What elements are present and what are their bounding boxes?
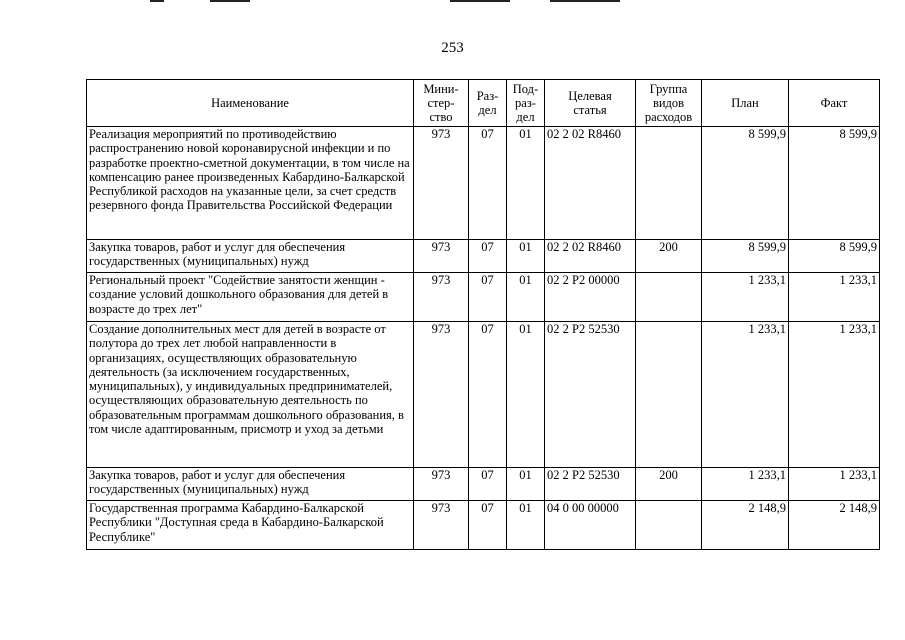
row-subsection: 01 — [507, 322, 545, 468]
header-name: Наименование — [87, 80, 414, 127]
header-ministry: Мини- стер- ство — [414, 80, 469, 127]
row-section: 07 — [469, 240, 507, 273]
row-section: 07 — [469, 501, 507, 550]
row-fact: 8 599,9 — [789, 240, 880, 273]
table-row — [87, 322, 880, 468]
row-expense-group — [636, 501, 702, 550]
row-expense-group: 200 — [636, 468, 702, 501]
row-section: 07 — [469, 322, 507, 468]
row-ministry: 973 — [414, 127, 469, 240]
table-row — [87, 127, 880, 240]
row-target-article: 02 2 P2 00000 — [545, 273, 636, 322]
row-subsection: 01 — [507, 273, 545, 322]
row-name: Закупка товаров, работ и услуг для обеспечения государственных (муниципальных) нужд — [87, 468, 414, 501]
table-row — [87, 468, 880, 501]
row-name: Государственная программа Кабардино-Балкарской Республики "Доступная среда в Кабардино-Балкарской Республике" — [87, 501, 414, 550]
row-subsection: 01 — [507, 468, 545, 501]
row-fact: 1 233,1 — [789, 468, 880, 501]
table-header-row — [87, 80, 880, 127]
header-subsection: Под- раз- дел — [507, 80, 545, 127]
row-ministry: 973 — [414, 322, 469, 468]
row-target-article: 02 2 02 R8460 — [545, 240, 636, 273]
row-expense-group — [636, 273, 702, 322]
table-row — [87, 273, 880, 322]
row-expense-group — [636, 127, 702, 240]
row-plan: 8 599,9 — [702, 240, 789, 273]
budget-table — [86, 79, 880, 550]
header-expense-group: Группа видов расходов — [636, 80, 702, 127]
row-name: Реализация мероприятий по противодействию распространению новой коронавирусной инфекции и по разработке проектно-сметной документации, в том числе на компенсацию ранее произведенных Кабардино-Балкарской Республикой расходов на указанные цели, за счет средств резервного фонда Правительства Российской Федерации — [87, 127, 414, 240]
row-expense-group — [636, 322, 702, 468]
row-target-article: 04 0 00 00000 — [545, 501, 636, 550]
row-target-article: 02 2 02 R8460 — [545, 127, 636, 240]
row-fact: 1 233,1 — [789, 322, 880, 468]
row-name: Создание дополнительных мест для детей в возрасте от полутора до трех лет любой направленности в организациях, осуществляющих образовательную деятельность (за исключением государственных, муниципальных), у индивидуальных предпринимателей, осуществляющих образовательную деятельность по образовательным программам дошкольного образования, в том числе адаптированным, присмотр и уход за детьми — [87, 322, 414, 468]
row-ministry: 973 — [414, 273, 469, 322]
row-name: Закупка товаров, работ и услуг для обеспечения государственных (муниципальных) нужд — [87, 240, 414, 273]
row-section: 07 — [469, 127, 507, 240]
table-row — [87, 501, 880, 550]
header-section: Раз- дел — [469, 80, 507, 127]
row-plan: 1 233,1 — [702, 322, 789, 468]
row-section: 07 — [469, 273, 507, 322]
row-ministry: 973 — [414, 468, 469, 501]
row-subsection: 01 — [507, 501, 545, 550]
row-section: 07 — [469, 468, 507, 501]
row-expense-group: 200 — [636, 240, 702, 273]
row-target-article: 02 2 P2 52530 — [545, 468, 636, 501]
table-row — [87, 240, 880, 273]
row-ministry: 973 — [414, 501, 469, 550]
row-target-article: 02 2 P2 52530 — [545, 322, 636, 468]
row-subsection: 01 — [507, 127, 545, 240]
row-fact: 1 233,1 — [789, 273, 880, 322]
header-target-article: Целевая статья — [545, 80, 636, 127]
row-fact: 8 599,9 — [789, 127, 880, 240]
row-plan: 2 148,9 — [702, 501, 789, 550]
header-plan: План — [702, 80, 789, 127]
row-name: Региональный проект "Содействие занятости женщин - создание условий дошкольного образования для детей в возрасте до трех лет" — [87, 273, 414, 322]
header-fact: Факт — [789, 80, 880, 127]
top-edge-marks — [150, 0, 650, 3]
row-ministry: 973 — [414, 240, 469, 273]
row-plan: 1 233,1 — [702, 468, 789, 501]
page-number: 253 — [441, 40, 464, 56]
row-subsection: 01 — [507, 240, 545, 273]
row-fact: 2 148,9 — [789, 501, 880, 550]
row-plan: 1 233,1 — [702, 273, 789, 322]
row-plan: 8 599,9 — [702, 127, 789, 240]
